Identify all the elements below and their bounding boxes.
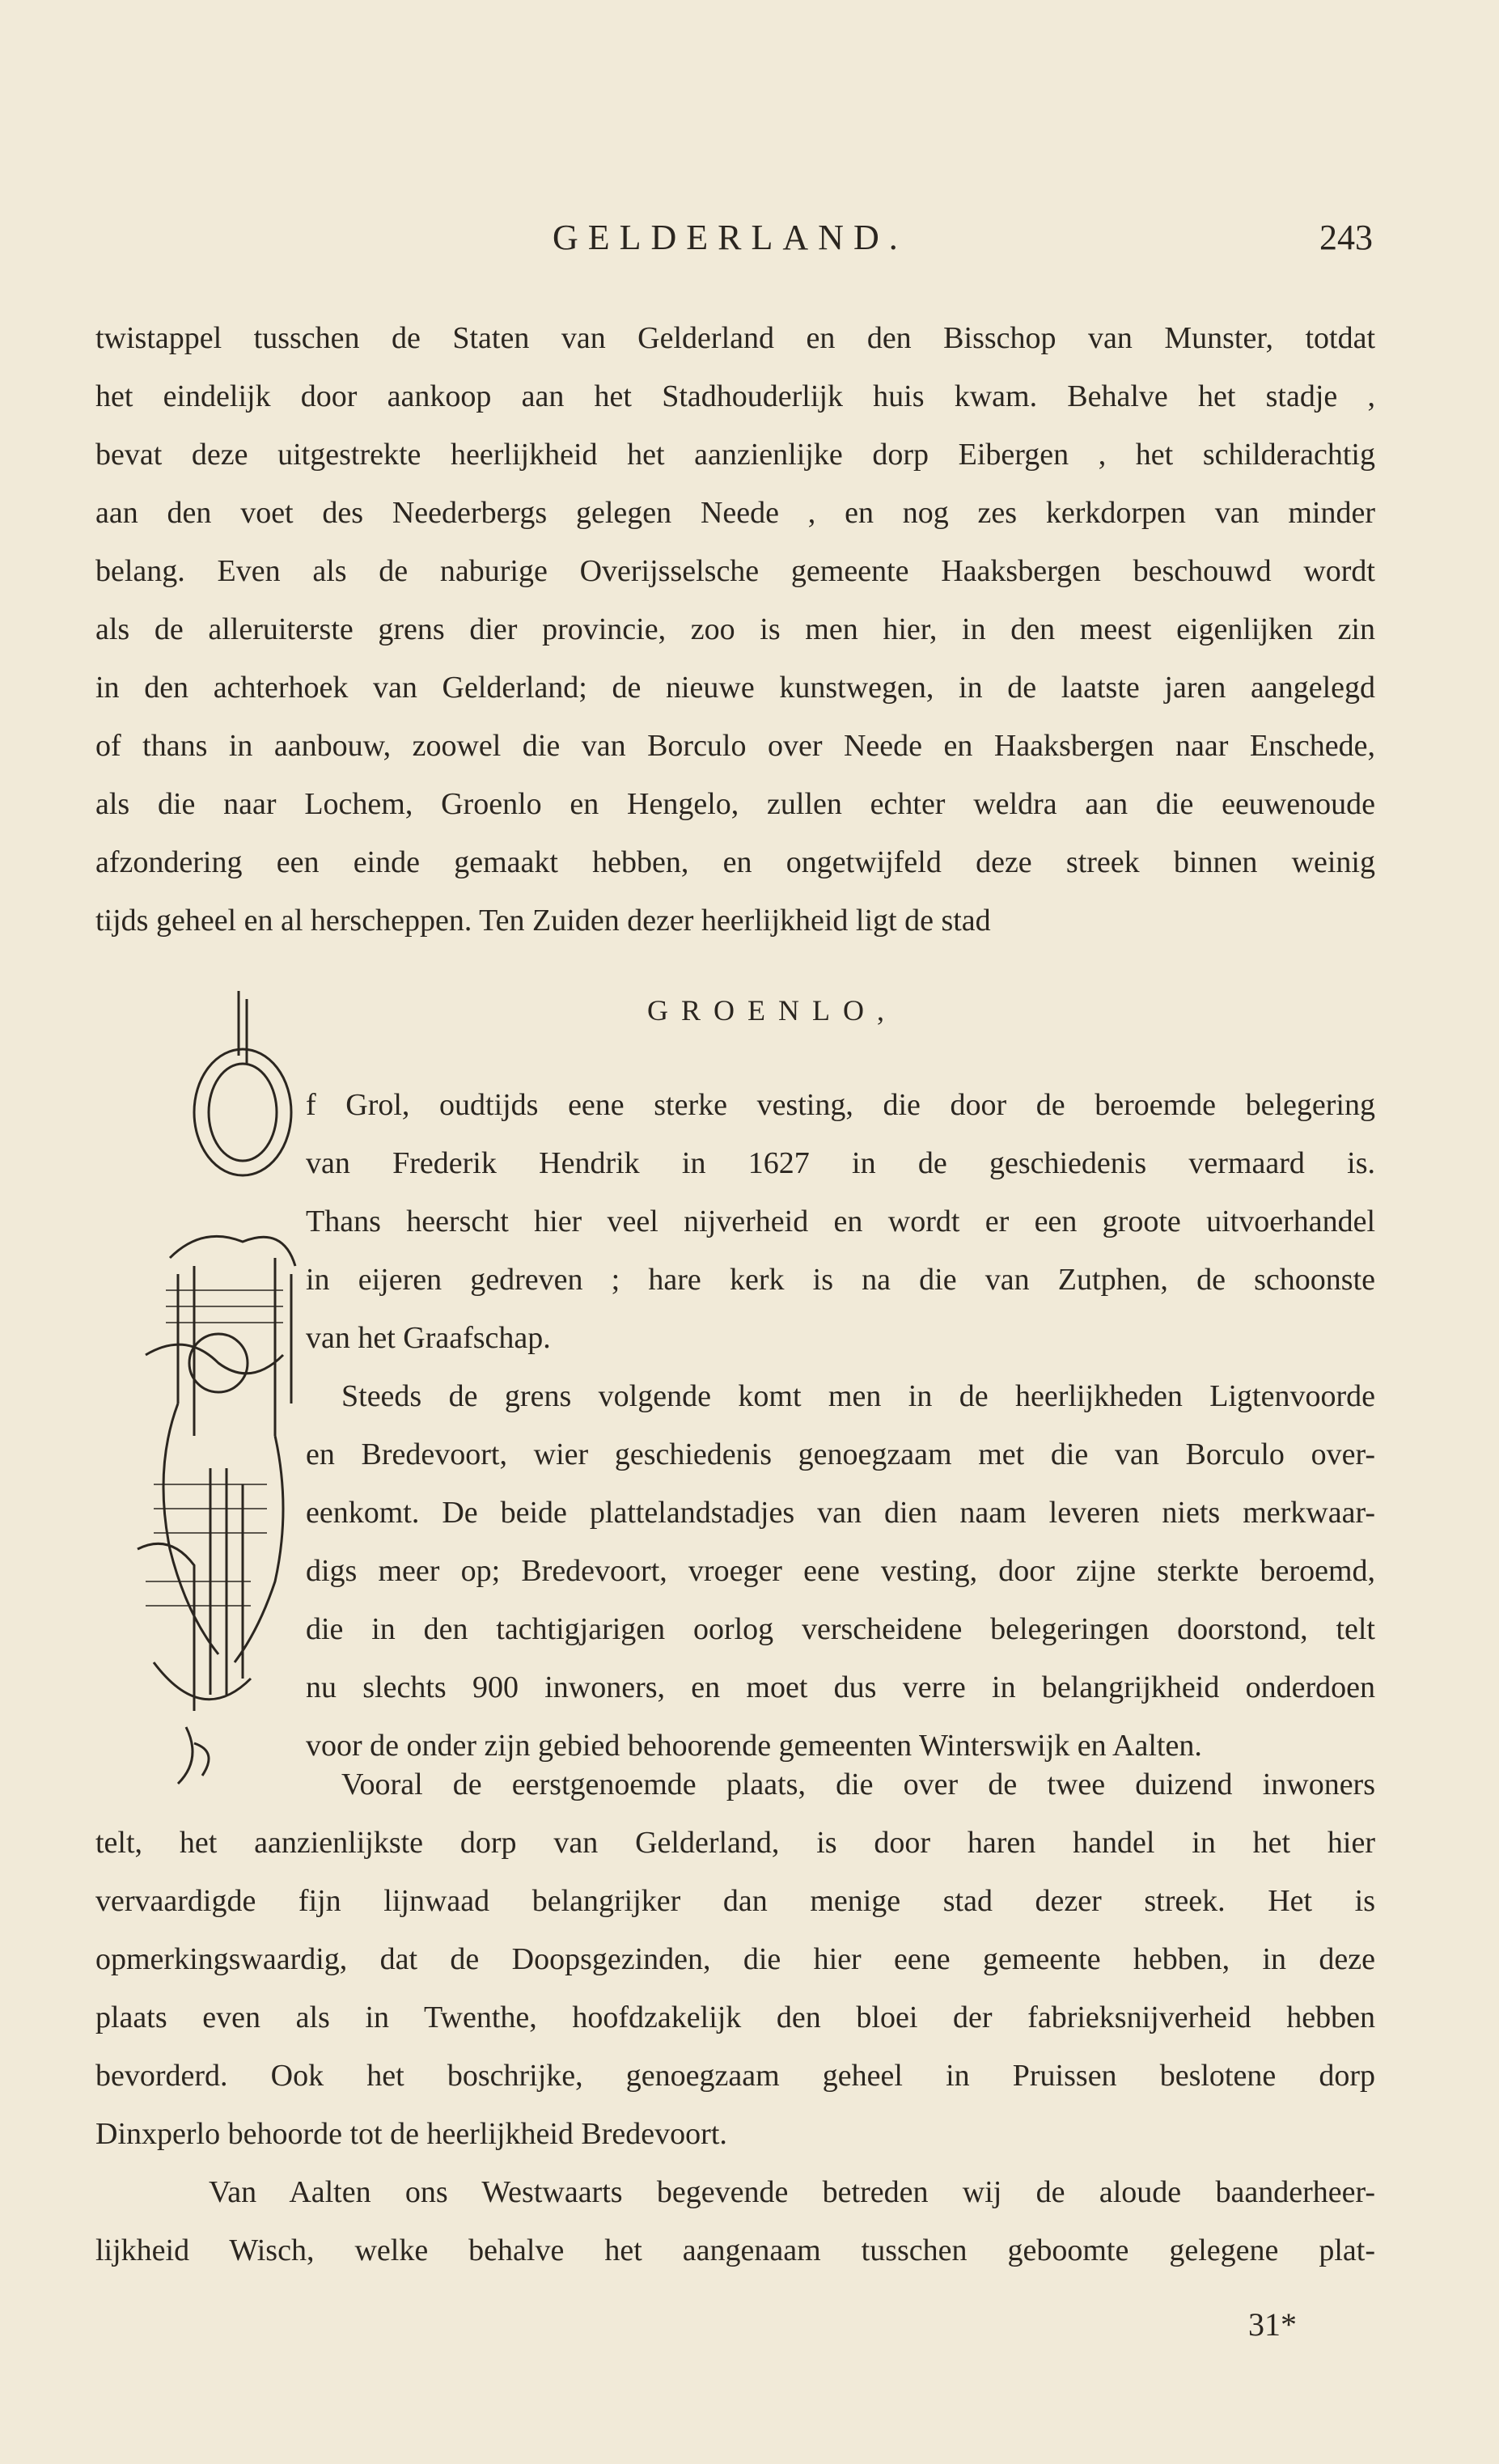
text-line: van het Graafschap. bbox=[306, 1321, 551, 1355]
running-title: GELDERLAND. bbox=[553, 218, 908, 257]
text-line: bevorderd. Ook het boschrijke, genoegzaam geheel in Pruissen beslotene dorp bbox=[95, 2059, 1375, 2093]
text-line: plaats even als in Twenthe, hoofdzakelijk den bloei der fabrieksnijverheid hebben bbox=[95, 2000, 1375, 2034]
text-line: Dinxperlo behoorde tot de heerlijkheid Bredevoort. bbox=[95, 2117, 727, 2151]
text-line: afzondering een einde gemaakt hebben, en ongetwijfeld deze streek binnen weinig bbox=[95, 845, 1375, 879]
text-line: het eindelijk door aankoop aan het Stadhouderlijk huis kwam. Behalve het stadje , bbox=[95, 379, 1375, 413]
paragraph-2 bbox=[306, 1076, 1375, 1775]
text-line: of thans in aanbouw, zoowel die van Borculo over Neede en Haaksbergen naar Enschede, bbox=[95, 729, 1375, 763]
running-head bbox=[0, 217, 1499, 265]
text-line: als de alleruiterste grens dier provincie, zoo is men hier, in den meest eigenlijken zin bbox=[95, 612, 1375, 646]
ornament-figure-icon bbox=[121, 983, 307, 1792]
text-line: belang. Even als de naburige Overijsselsche gemeente Haaksbergen beschouwd wordt bbox=[95, 554, 1375, 588]
text-line: twistappel tusschen de Staten van Gelderland en den Bisschop van Munster, totdat bbox=[95, 321, 1375, 355]
text-line: opmerkingswaardig, dat de Doopsgezinden, die hier eene gemeente hebben, in deze bbox=[95, 1942, 1375, 1976]
text-line: en Bredevoort, wier geschiedenis genoegzaam met die van Borculo over- bbox=[306, 1437, 1375, 1471]
text-line: Van Aalten ons Westwaarts begevende betreden wij de aloude baanderheer- bbox=[209, 2175, 1375, 2209]
paragraph-3 bbox=[95, 1755, 1375, 2280]
signature-mark: 31* bbox=[1248, 2306, 1297, 2343]
text-line: Steeds de grens volgende komt men in de heerlijkheden Ligtenvoorde bbox=[341, 1379, 1375, 1413]
page-number: 243 bbox=[1319, 218, 1373, 257]
text-line: telt, het aanzienlijkste dorp van Gelderland, is door haren handel in het hier bbox=[95, 1826, 1375, 1860]
paragraph-1 bbox=[95, 309, 1375, 950]
decorative-initial-letter bbox=[121, 983, 307, 1792]
text-line: aan den voet des Neederbergs gelegen Neede , en nog zes kerkdorpen van minder bbox=[95, 496, 1375, 530]
text-line: van Frederik Hendrik in 1627 in de geschiedenis vermaard is. bbox=[306, 1146, 1375, 1180]
text-line: Thans heerscht hier veel nijverheid en wordt er een groote uitvoerhandel bbox=[306, 1204, 1375, 1238]
text-line: lijkheid Wisch, welke behalve het aangenaam tusschen geboomte gelegene plat- bbox=[95, 2233, 1375, 2267]
text-line: in eijeren gedreven ; hare kerk is na die van Zutphen, de schoonste bbox=[306, 1263, 1375, 1297]
text-line: digs meer op; Bredevoort, vroeger eene vesting, door zijne sterkte beroemd, bbox=[306, 1554, 1375, 1588]
text-line: f Grol, oudtijds eene sterke vesting, die door de beroemde belegering bbox=[306, 1088, 1375, 1122]
section-heading: GROENLO, bbox=[647, 994, 897, 1027]
text-line: in den achterhoek van Gelderland; de nieuwe kunstwegen, in de laatste jaren aangelegd bbox=[95, 671, 1375, 705]
text-line: nu slechts 900 inwoners, en moet dus verre in belangrijkheid onderdoen bbox=[306, 1670, 1375, 1704]
text-line: eenkomt. De beide plattelandstadjes van dien naam leveren niets merkwaar- bbox=[306, 1496, 1375, 1530]
text-line: voor de onder zijn gebied behoorende gemeenten Winterswijk en Aalten. bbox=[306, 1729, 1202, 1763]
text-line: als die naar Lochem, Groenlo en Hengelo, zullen echter weldra aan die eeuwenoude bbox=[95, 787, 1375, 821]
text-line: die in den tachtigjarigen oorlog verscheidene belegeringen doorstond, telt bbox=[306, 1612, 1375, 1646]
text-line: tijds geheel en al herscheppen. Ten Zuiden dezer heerlijkheid ligt de stad bbox=[95, 904, 991, 938]
text-line: Vooral de eerstgenoemde plaats, die over de twee duizend inwoners bbox=[341, 1768, 1375, 1801]
text-line: bevat deze uitgestrekte heerlijkheid het aanzienlijke dorp Eibergen , het schilderachtig bbox=[95, 438, 1375, 472]
text-line: vervaardigde fijn lijnwaad belangrijker dan menige stad dezer streek. Het is bbox=[95, 1884, 1375, 1918]
